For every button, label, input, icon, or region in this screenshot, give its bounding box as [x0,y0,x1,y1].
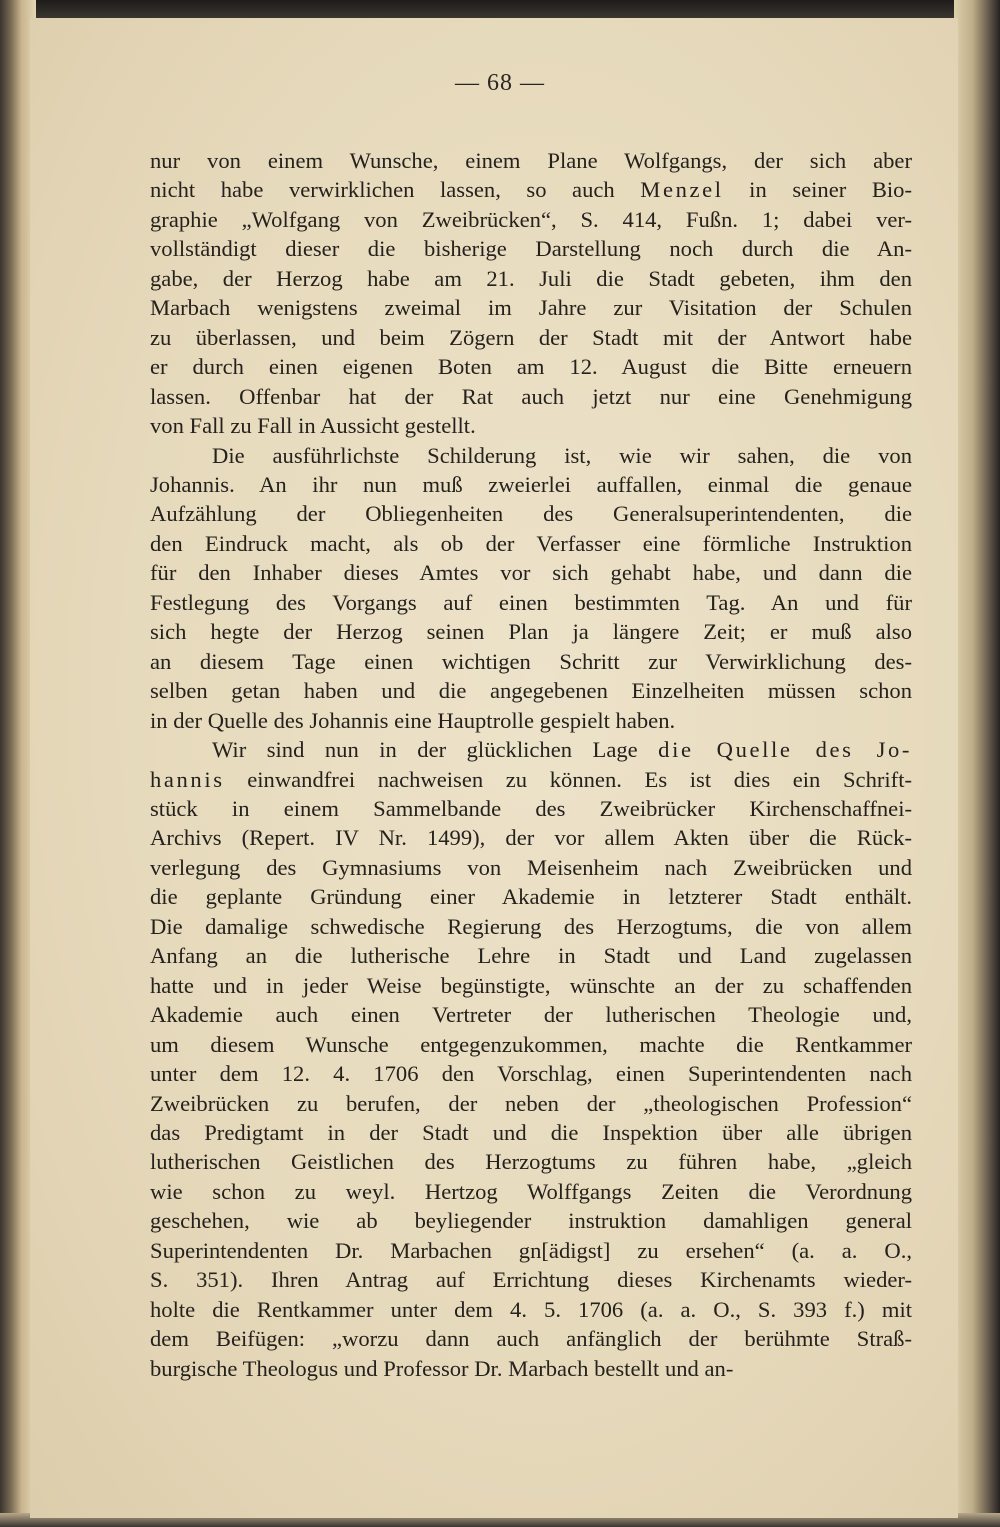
text-line: burgische Theologus und Professor Dr. Marbach bestellt und an- [150,1355,734,1381]
text-line: unter dem 12. 4. 1706 den Vorschlag, einen Superintendenten nach [150,1061,912,1087]
text-line: zu überlassen, und beim Zögern der Stadt mit der Antwort habe [150,324,912,350]
text-line: Die damalige schwedische Regierung des Herzogtums, die von allem [150,913,912,939]
text-line: Archivs (Repert. IV Nr. 1499), der vor allem Akten über die Rück- [150,825,912,851]
text-line: Akademie auch einen Vertreter der lutherischen Theologie und, [150,1002,912,1028]
book-fore-edge [954,0,1000,1527]
text-line: nur von einem Wunsche, einem Plane Wolfgangs, der sich aber [150,148,912,173]
text-line: Johannis. An ihr nun muß zweierlei auffallen, einmal die genaue [150,471,912,497]
text-line: er durch einen eigenen Boten am 12. August die Bitte erneuern [150,354,912,380]
text-line: in der Quelle des Johannis eine Hauptrolle gespielt haben. [150,707,676,733]
body-text [150,146,912,1383]
text-line: den Eindruck macht, als ob der Verfasser eine förmliche Instruktion [150,530,912,556]
text-line: vollständigt dieser die bisherige Darstellung noch durch die An- [150,236,912,262]
text-line: Wir sind nun in der glücklichen Lage die Quelle des Jo- [212,737,912,763]
text-line: selben getan haben und die angegebenen Einzelheiten müssen schon [150,678,912,704]
text-line: verlegung des Gymnasiums von Meisenheim nach Zweibrücken und [150,854,912,880]
text-line: wie schon zu weyl. Hertzog Wolffgangs Zeiten die Verordnung [150,1178,912,1204]
text-line: stück in einem Sammelbande des Zweibrücker Kirchenschaffnei- [150,795,912,821]
text-line: Zweibrücken zu berufen, der neben der „theologischen Profession“ [150,1090,912,1116]
text-line: von Fall zu Fall in Aussicht gestellt. [150,413,476,439]
text-line: Anfang an die lutherische Lehre in Stadt und Land zugelassen [150,943,912,969]
text-line: das Predigtamt in der Stadt und die Inspektion über alle übrigen [150,1119,912,1145]
text-line: Die ausführlichste Schilderung ist, wie wir sahen, die von [212,442,912,468]
spaced-emphasis: die Quelle des Jo- [658,737,912,763]
text-line: um diesem Wunsche entgegenzukommen, machte die Rentkammer [150,1031,912,1057]
text-line: sich hegte der Herzog seinen Plan ja längere Zeit; er muß also [150,619,912,645]
text-line: hannis einwandfrei nachweisen zu können. Es ist dies ein Schrift- [150,766,912,792]
text-line: hatte und in jeder Weise begünstigte, wünschte an der zu schaffenden [150,972,912,998]
text-line: holte die Rentkammer unter dem 4. 5. 1706 (a. a. O., S. 393 f.) mit [150,1296,912,1322]
text-line: Superintendenten Dr. Marbachen gn[ädigst] zu ersehen“ (a. a. O., [150,1237,912,1263]
text-line: lassen. Offenbar hat der Rat auch jetzt nur eine Genehmigung [150,383,912,409]
page-number: — 68 — [455,70,545,96]
text-line: S. 351). Ihren Antrag auf Errichtung dieses Kirchenamts wieder- [150,1267,912,1293]
text-line: nicht habe verwirklichen lassen, so auch Menzel in seiner Bio- [150,177,912,203]
text-line: Marbach wenigstens zweimal im Jahre zur Visitation der Schulen [150,295,912,321]
text-line: Festlegung des Vorgangs auf einen bestimmten Tag. An und für [150,589,912,615]
text-line: die geplante Gründung einer Akademie in letzterer Stadt enthält. [150,884,912,910]
spaced-emphasis: Menzel [640,177,724,203]
text-line: geschehen, wie ab beyliegender instruktion damahligen general [150,1208,912,1234]
text-line: für den Inhaber dieses Amtes vor sich gehabt habe, und dann die [150,560,912,586]
text-line: Aufzählung der Obliegenheiten des Generalsuperintendenten, die [150,501,912,527]
text-line: lutherischen Geistlichen des Herzogtums zu führen habe, „gleich [150,1149,912,1175]
text-line: an diesem Tage einen wichtigen Schritt zur Verwirklichung des- [150,648,912,674]
spaced-emphasis: hannis [150,766,225,792]
text-line: dem Beifügen: „worzu dann auch anfänglich der berühmte Straß- [150,1326,912,1352]
text-line: gabe, der Herzog habe am 21. Juli die Stadt gebeten, ihm den [150,265,912,291]
text-line: graphie „Wolfgang von Zweibrücken“, S. 414, Fußn. 1; dabei ver- [150,206,912,232]
